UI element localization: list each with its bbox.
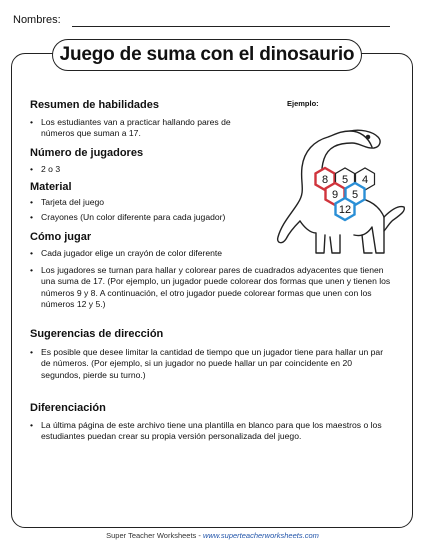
bullet-text: Los estudiantes van a practicar hallando pares de números que suman a 17. [41, 117, 231, 139]
example-label: Ejemplo: [287, 99, 319, 108]
heading-diferenciacion: Diferenciación [30, 402, 106, 414]
hexagon-number: 12 [338, 204, 352, 216]
hexagon-number: 4 [361, 174, 369, 186]
heading-como-jugar: Cómo jugar [30, 231, 92, 243]
list-item [30, 197, 275, 208]
bullet-icon: • [30, 212, 34, 222]
list-item [30, 117, 255, 140]
bullet-icon: • [30, 197, 34, 207]
hexagon-number: 8 [321, 174, 329, 186]
bullet-icon: • [30, 117, 34, 127]
list-item [30, 347, 392, 381]
heading-jugadores: Número de jugadores [30, 147, 144, 159]
heading-sugerencias: Sugerencias de dirección [30, 328, 164, 340]
heading-resumen: Resumen de habilidades [30, 99, 159, 111]
hexagon-number: 9 [331, 189, 339, 201]
bullet-text: 2 o 3 [41, 164, 61, 174]
list-item [30, 212, 280, 223]
list-item [30, 248, 280, 259]
bullet-icon: • [30, 420, 34, 430]
bullet-icon: • [30, 164, 34, 174]
page-title: Juego de suma con el dinosaurio [52, 39, 362, 71]
bullet-icon: • [30, 265, 34, 275]
bullet-text: Los jugadores se turnan para hallar y colorear pares de cuadrados adyacentes que tienen una suma de 17. (Por ejemplo, un jugador puede colorear dos formas que unen y tienen los números 9 y 8. A continuación, el otro jugador puede colorear formas que unen con los números 12 y 5.) [41, 265, 391, 309]
hexagon-number: 5 [351, 189, 359, 201]
list-item [30, 420, 392, 443]
name-line[interactable] [72, 26, 390, 27]
footer-link[interactable]: www.superteacherworksheets.com [202, 531, 319, 540]
footer [0, 531, 425, 540]
bullet-text: Tarjeta del juego [41, 197, 105, 207]
hexagon-grid [316, 168, 375, 220]
dinosaur-illustration [268, 107, 408, 257]
bullet-text: Es posible que desee limitar la cantidad de tiempo que un jugador tiene para hallar un par de números. (Por ejemplo, si un jugador no puede hallar un par coincidente en 20 segundos, pierde su turno.) [41, 347, 384, 380]
bullet-icon: • [30, 248, 34, 258]
bullet-text: La última página de este archivo tiene una plantilla en blanco para que los maestros o los estudiantes puedan crear su propia versión personalizada del juego. [41, 420, 382, 442]
bullet-icon: • [30, 347, 34, 357]
name-label: Nombres: [13, 14, 61, 26]
hexagon-number: 5 [341, 174, 349, 186]
list-item [30, 265, 392, 310]
list-item [30, 164, 255, 175]
footer-text: Super Teacher Worksheets - [106, 531, 203, 540]
bullet-text: Crayones (Un color diferente para cada jugador) [41, 212, 226, 222]
bullet-text: Cada jugador elige un crayón de color diferente [41, 248, 223, 258]
heading-material: Material [30, 181, 72, 193]
